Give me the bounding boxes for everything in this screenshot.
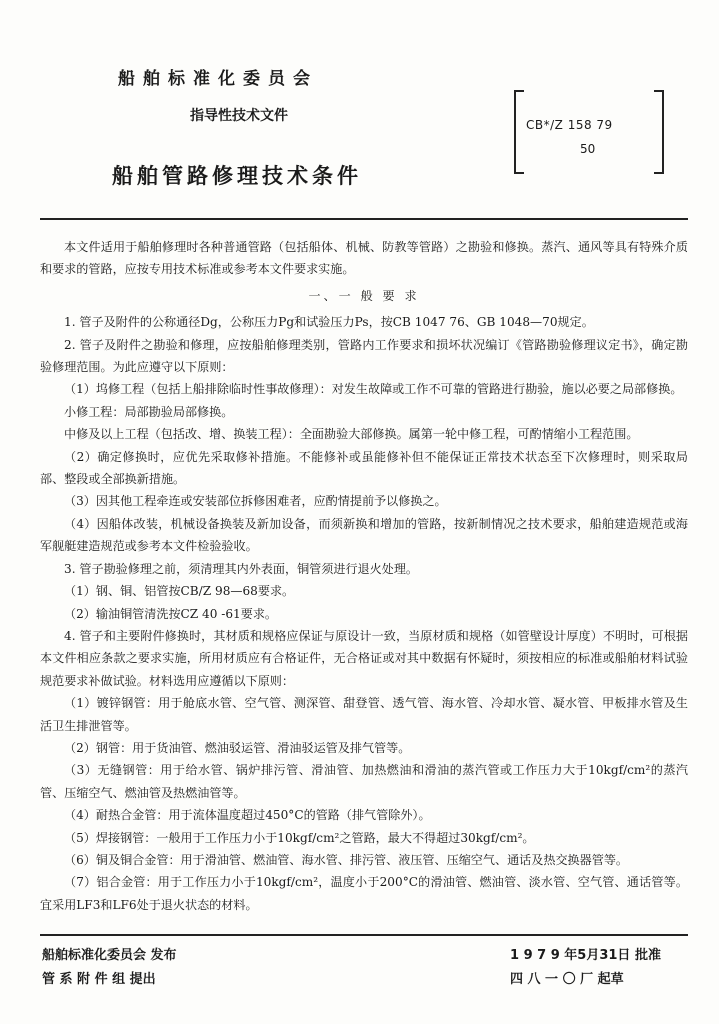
document-type: 指导性技术文件 (190, 108, 288, 124)
clause-2-4: （4）因船体改装，机械设备换装及新加设备，而须新换和增加的管路，按新制情况之技术要求，船舶建造规范或海军舰艇建造规范或参考本文件检验验收。 (40, 516, 688, 554)
intro-paragraph: 本文件适用于船舶修理时各种普通管路（包括船体、机械、防教等管路）之勘验和修换。蒸汽、通风等具有特殊介质和要求的管路，应按专用技术标准或参考本文件要求实施。 (40, 240, 688, 277)
clause-2-minor: 小修工程：局部勘验局部修换。 (64, 404, 234, 419)
header-divider (40, 218, 688, 220)
standard-code-number: 50 (580, 142, 596, 156)
clause-2-medium: 中修及以上工程（包括改、增、换装工程）：全面勘验大部修换。属第一轮中修工程，可酌情缩小工程范围。 (64, 427, 639, 442)
footer-approval-date: 1 9 7 9 年5月31日 批准 (510, 948, 661, 963)
clause-4-3: （3）无缝钢管：用于给水管、锅炉排污管、滑油管、加热燃油和滑油的蒸汽管或工作压力大于10kgf/cm²的蒸汽管、压缩空气、燃油管及热燃油管等。 (40, 763, 688, 800)
footer-publisher: 船舶标准化委员会 发布 (42, 948, 177, 963)
footer-proposer: 管 系 附 件 组 提出 (42, 972, 156, 987)
clause-4-4: （4）耐热合金管：用于流体温度超过450°C的管路（排气管除外）。 (64, 808, 431, 823)
standard-code: CB*/Z 158 79 (526, 118, 613, 132)
clause-2-3: （3）因其他工程牵连或安装部位拆修困难者，应酌情提前予以修换之。 (64, 494, 447, 509)
clause-4-7: （7）铝合金管：用于工作压力小于10kgf/cm²，温度小于200°C的滑油管、燃油管、淡水管、空气管、通话管等。宜采用LF3和LF6处于退火状态的材料。 (40, 875, 688, 912)
footer-divider (40, 934, 688, 936)
clause-3-1: （1）钢、铜、铝管按CB/Z 98—68要求。 (64, 584, 295, 599)
clause-2: 2. 管子及附件之勘验和修理，应按船舶修理类别，管路内工作要求和损坏状况编订《管路勘验修理议定书》，确定勘验修理范围。为此应遵守以下原则： (40, 337, 688, 375)
document-title: 船舶管路修理技术条件 (112, 164, 362, 188)
clause-2-2: （2）确定修换时，应优先采取修补措施。不能修补或虽能修补但不能保证正常技术状态至下次修理时，则采取局部、整段或全部换新措施。 (40, 449, 688, 487)
clause-4-1: （1）镀锌钢管：用于舱底水管、空气管、测深管、甜登管、透气管、海水管、冷却水管、凝水管、甲板排水管及生活卫生排泄管等。 (40, 696, 688, 733)
clause-4-6: （6）铜及铜合金管：用于滑油管、燃油管、海水管、排污管、液压管、压缩空气、通话及热交换器管等。 (64, 852, 629, 867)
clause-1: 1. 管子及附件的公称通径Dg，公称压力Pg和试验压力Ps，按CB 1047 76、GB 1048—70规定。 (64, 315, 594, 330)
clause-2-1: （1）坞修工程（包括上船排除临时性事故修理）：对发生故障或工作不可靠的管路进行勘验，施以必要之局部修换。 (64, 382, 683, 397)
clause-3-2: （2）输油铜管清洗按CZ 40 -61要求。 (64, 606, 278, 621)
clause-4: 4. 管子和主要附件修换时，其材质和规格应保证与原设计一致，当原材质和规格（如管壁设计厚度）不明时，可根据本文件相应条款之要求实施，所用材质应有合格证件，无合格证或对其中数据有怀疑时，须按相应的标准或船舶材料试验规范要求补做试验。材料选用应遵循以下原则： (40, 628, 688, 688)
standard-code-box (514, 90, 664, 174)
section-heading: 一、一 般 要 求 (308, 288, 420, 303)
footer-drafter: 四 八 一 〇 厂 起草 (510, 972, 624, 987)
body-text (40, 236, 688, 916)
clause-3: 3. 管子勘验修理之前，须清理其内外表面，铜管须进行退火处理。 (64, 561, 419, 576)
clause-4-2: （2）钢管：用于货油管、燃油驳运管、滑油驳运管及排气管等。 (64, 740, 411, 755)
committee-name: 船舶标准化委员会 (118, 69, 318, 89)
clause-4-5: （5）焊接钢管：一般用于工作压力小于10kgf/cm²之管路，最大不得超过30kgf/cm²。 (64, 830, 535, 845)
